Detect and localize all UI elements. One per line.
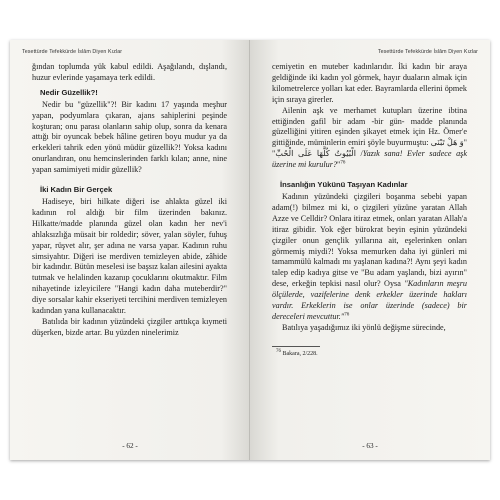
footnote-marker: 76 xyxy=(340,160,346,166)
paragraph-text: Ailenin aşk ve merhamet kutupları üzerine ibtina ettiğinden gafil bir adam -bir gün- madde planında güzelliğini yitiren eşinden şikayet etmek için Hz. Ömer'e gittiğinde, müminlerin emiri şöyle buyurmuştu: xyxy=(272,105,467,148)
paragraph: cemiyetin en muteber kadınlarıdır. İki kadın bir araya geldiğinde iki kadın yol görmek, hayır duaların almak için kilometrelerce yolları kat eder. Bayramlarda ellerini öpmek için sıraya girerler. xyxy=(272,62,467,104)
left-page xyxy=(10,40,250,460)
paragraph: Nedir bu "güzellik"?! Bir kadını 17 yaşında meşhur yapan, podyumlara çıkaran, ajans sahiplerini peşinde koşturan; onu parası olanların sahip olup, sonra da kenara attığı bir oyuncak bebek hâline getiren boyu mudur ya da erkekleri tahrik eden yönü müdür güzellik?! Yoksa kadını onurlandıran, onu hemcinslerinden farklı kılan; anne, nine yapan samimiyeti midir güzellik? xyxy=(32,99,227,175)
footnote-marker: 76 xyxy=(344,312,350,318)
running-header-left: Tesettürde Tefekkürde İslâm Diyen Kızlar xyxy=(22,49,123,55)
section-heading: İnsanlığın Yükünü Taşıyan Kadınlar xyxy=(280,180,408,190)
page-number-right: - 63 - xyxy=(362,442,378,450)
page-number-left: - 62 - xyxy=(122,442,138,450)
footnote-divider xyxy=(272,346,320,347)
section-heading: İki Kadın Bir Gerçek xyxy=(40,185,113,195)
footnote-text: Bakara, 2/228. xyxy=(282,350,318,357)
footnote-number: 76 xyxy=(276,348,281,354)
running-header-right: Tesettürde Tefekkürde İslâm Diyen Kızlar xyxy=(377,49,478,55)
paragraph: Batılıda bir kadının yüzündeki çizgiler arttıkça kıymeti düşerken, bizde artar. Bu yüzden ninelerimiz xyxy=(32,316,227,337)
arabic-quote: "وَ هَلْ تَبْنَى الْبُيُوتُ كُلَّهَا عَلَى الْحُبِّ" xyxy=(272,138,468,159)
italic-quote: Yazık sana! Evler sadece aşk üzerine mi kurulur? xyxy=(272,149,467,170)
paragraph: ğından toplumda yük kabul edildi. Aşağılandı, dışlandı, huzur evlerinde yaşamaya terk edildi. xyxy=(32,62,227,82)
right-page xyxy=(250,40,490,460)
book-spread xyxy=(10,40,490,460)
section-heading: Nedir Güzellik?! xyxy=(40,87,98,97)
paragraph: Batılıya yaşadığımız iki yönlü değişme sürecinde, xyxy=(282,322,446,332)
footnote xyxy=(276,350,467,358)
paragraph-text: Kadının yüzündeki çizgileri boşanma sebebi yapan adam(!) bilmez mi ki, o çizgileri yüzüne yaratan Allah Azze ve Celldir? Onlara itiraz etmek, onları yaratan Allah'a itiraz gibidir. Yok eğer bürokrat beyin eşinin yüzündeki çizgiler onun gençlik yıllarına ait, eşelerinken onları görmemiş miydi?! Yoksa memurken daha iyi günleri mi tamammülü kalmadı mı yaşlanan kadına?! Aynı şeyi kadın talep edip kadıya gitse ve "Bu adam yaşlandı, bizi ayırın" dese, erkeğin tepkisi nasıl olur? Oysa xyxy=(272,191,467,289)
italic-quote: "Kadınların meşru ölçülerde, vazifelerine denk erkekler üzerinde hakları vardır. Erkeklerin ise onlar üzerinde (sadece) bir dereceleri mevcuttur." xyxy=(272,279,467,321)
paragraph: Ailenin aşk ve merhamet kutupları üzerine ibtina ettiğinden gafil bir adam -bir gün- madde planında güzelliğini yitiren eşinden şikayet etmek için Hz. Ömer'e gittiğinde, müminlerin emiri şöyle buyurmuştu: "وَ هَلْ تَبْنَى الْبُيُوتُ كُلَّهَا عَلَى الْحُبِّ" /Yazık sana! Evler sadece aşk üzerine mi kurulur?"$^{76}$ xyxy=(272,105,468,170)
paragraph: Hadiseye, biri hilkate diğeri ise ahlakta güzel iki kadının rol aldığı bir film üzerinden bakınız. Hilkatte/madde planında güzel olan kadın her nev'i ahlaksızlığa müsait bir roldedir; söver, yalan söyler, fuhuş yapar, rüşvet alır, şer adına ne varsa yapar. Kadının ruhu simsiyahtır. Diğeri ise merdiven temizleyen abide, zâhide bir kadındır. Bütün meselesi ise başsız kalan ailesini ayakta tutmak ve helalinden kazanıp çocuklarını okutmaktır. Film nihayetinde izleyicilere "Hangi kadın daha muteberdir?" diye sorsalar kahir ekseriyeti tercihini merdiven temizleyen kadından yana kullanacaktır. xyxy=(32,196,227,316)
left-page-body xyxy=(32,62,227,339)
paragraph xyxy=(272,192,467,323)
right-page-body xyxy=(272,62,467,358)
